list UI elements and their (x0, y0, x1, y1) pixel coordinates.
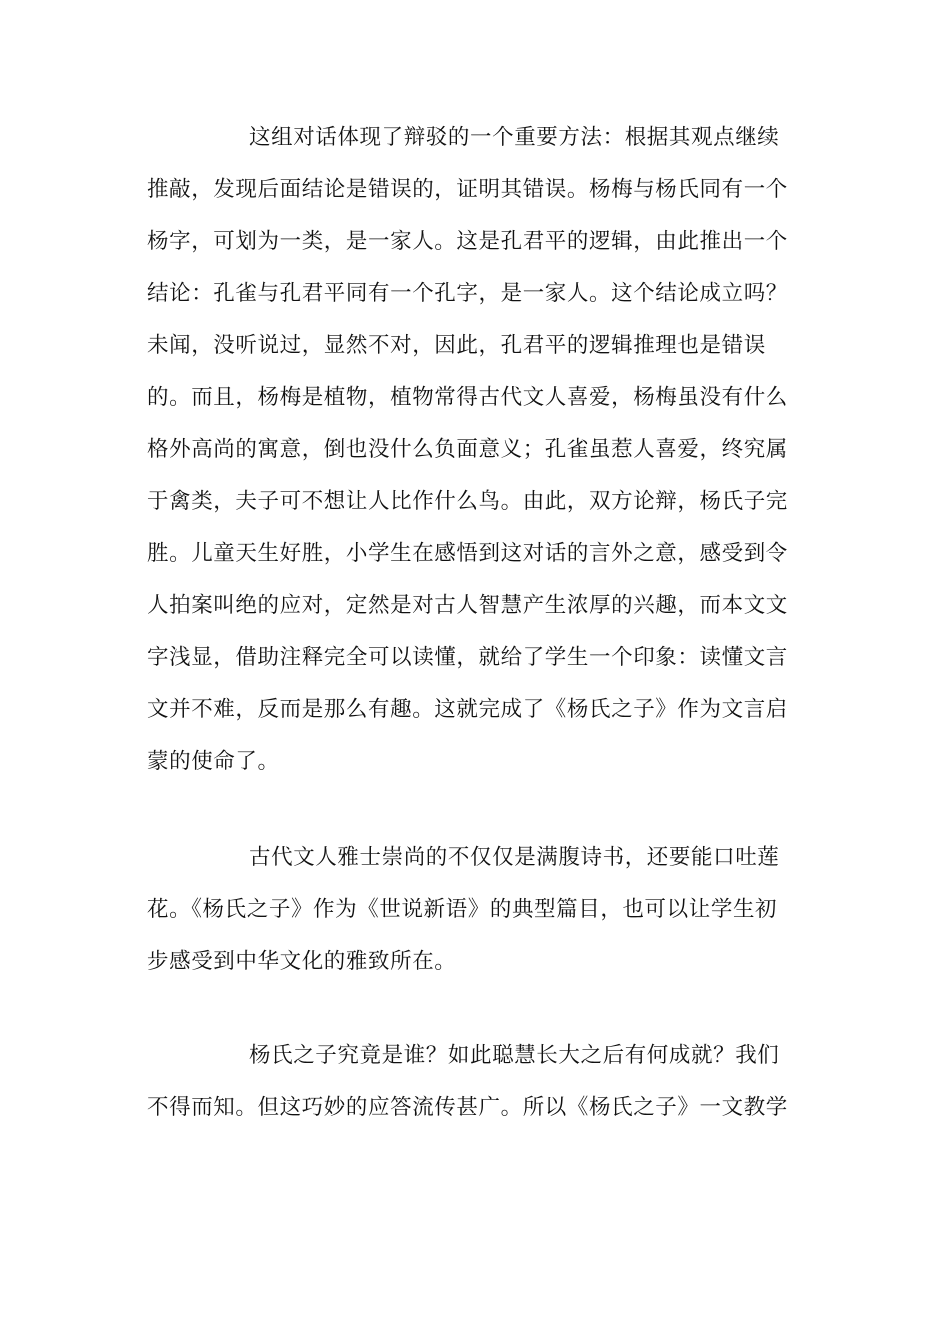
paragraph-line: 未闻，没听说过，显然不对，因此，孔君平的逻辑推理也是错误 (147, 333, 766, 358)
paragraph-line: 于禽类，夫子可不想让人比作什么鸟。由此，双方论辩，杨氏子完 (147, 489, 788, 514)
paragraph-line: 不得而知。但这巧妙的应答流传甚广。所以《杨氏之子》一文教学 (147, 1095, 788, 1120)
paragraph-line: 人拍案叫绝的应对，定然是对古人智慧产生浓厚的兴趣，而本文文 (147, 593, 788, 618)
paragraph-line: 杨字，可划为一类，是一家人。这是孔君平的逻辑，由此推出一个 (147, 229, 788, 254)
paragraph-line: 推敲，发现后面结论是错误的，证明其错误。杨梅与杨氏同有一个 (147, 177, 788, 202)
paragraph-line: 字浅显，借助注释完全可以读懂，就给了学生一个印象：读懂文言 (147, 645, 788, 670)
paragraph-line: 文并不难，反而是那么有趣。这就完成了《杨氏之子》作为文言启 (147, 697, 788, 722)
paragraph-line: 格外高尚的寓意，倒也没什么负面意义；孔雀虽惹人喜爱，终究属 (147, 437, 788, 462)
paragraph-line: 的。而且，杨梅是植物，植物常得古代文人喜爱，杨梅虽没有什么 (147, 385, 788, 410)
paragraph-line: 这组对话体现了辩驳的一个重要方法：根据其观点继续 (249, 125, 780, 150)
paragraph-line: 步感受到中华文化的雅致所在。 (147, 949, 457, 974)
paragraph-line: 杨氏之子究竟是谁？如此聪慧长大之后有何成就？我们 (249, 1043, 780, 1068)
paragraph-line: 结论：孔雀与孔君平同有一个孔字，是一家人。这个结论成立吗？ (147, 281, 788, 306)
paragraph-line: 花。《杨氏之子》作为《世说新语》的典型篇目，也可以让学生初 (147, 897, 778, 922)
paragraph-line: 蒙的使命了。 (147, 749, 280, 774)
paragraph-line: 胜。儿童天生好胜，小学生在感悟到这对话的言外之意，感受到令 (147, 541, 788, 566)
paragraph-line: 古代文人雅士崇尚的不仅仅是满腹诗书，还要能口吐莲 (249, 845, 780, 870)
